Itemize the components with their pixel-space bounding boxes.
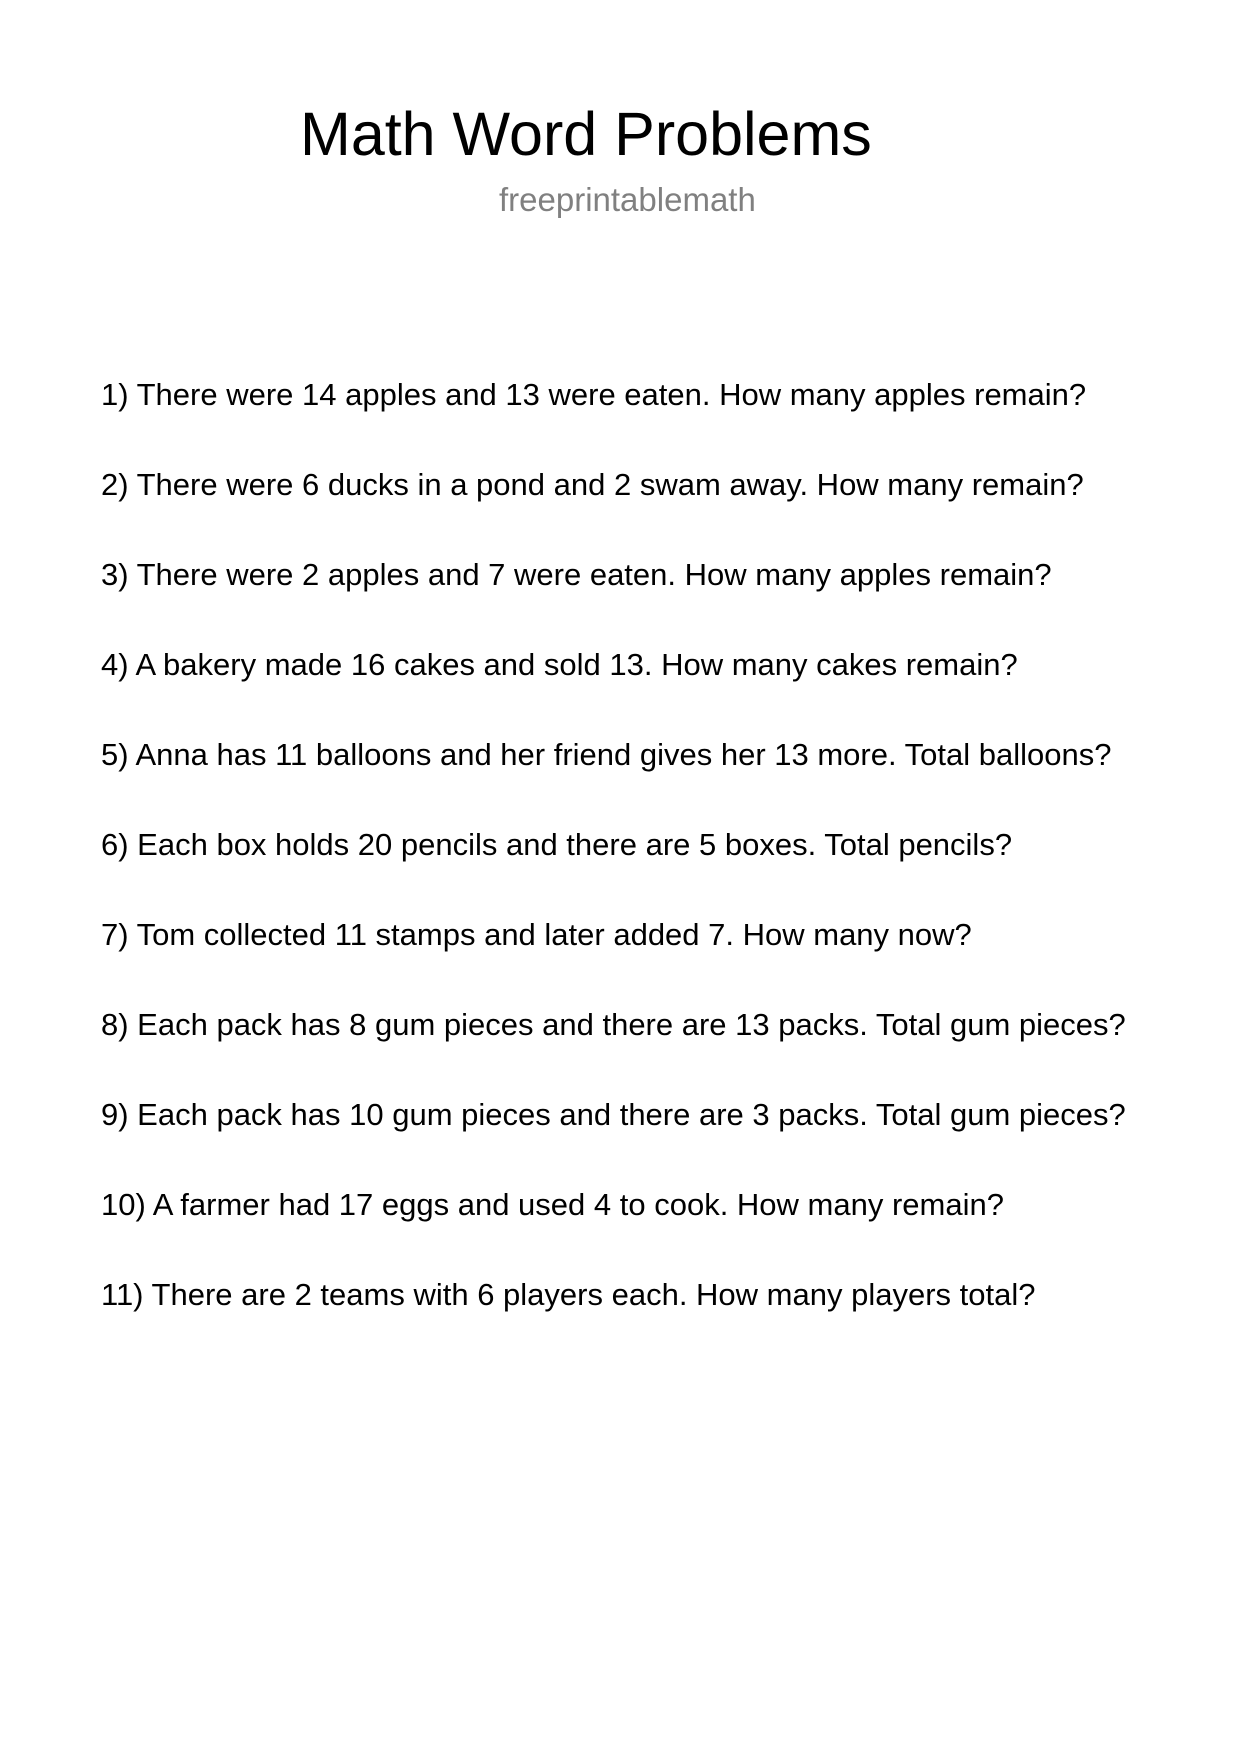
problem-item: 8) Each pack has 8 gum pieces and there are 13 packs. Total gum pieces? [101,1007,1126,1042]
problem-item: 6) Each box holds 20 pencils and there are 5 boxes. Total pencils? [101,827,1013,862]
problem-list [101,350,1126,1340]
problem-item: 11) There are 2 teams with 6 players each. How many players total? [101,1277,1036,1312]
problem-item: 1) There were 14 apples and 13 were eaten. How many apples remain? [101,377,1087,412]
problem-item: 5) Anna has 11 balloons and her friend gives her 13 more. Total balloons? [101,737,1112,772]
page-subtitle: freeprintablemath [499,181,756,218]
page-title: Math Word Problems [300,100,872,168]
problem-item: 9) Each pack has 10 gum pieces and there are 3 packs. Total gum pieces? [101,1097,1126,1132]
problem-item: 2) There were 6 ducks in a pond and 2 swam away. How many remain? [101,467,1084,502]
problem-item: 7) Tom collected 11 stamps and later added 7. How many now? [101,917,972,952]
problem-item: 10) A farmer had 17 eggs and used 4 to cook. How many remain? [101,1187,1004,1222]
problem-item: 3) There were 2 apples and 7 were eaten. How many apples remain? [101,557,1052,592]
problem-item: 4) A bakery made 16 cakes and sold 13. How many cakes remain? [101,647,1018,682]
